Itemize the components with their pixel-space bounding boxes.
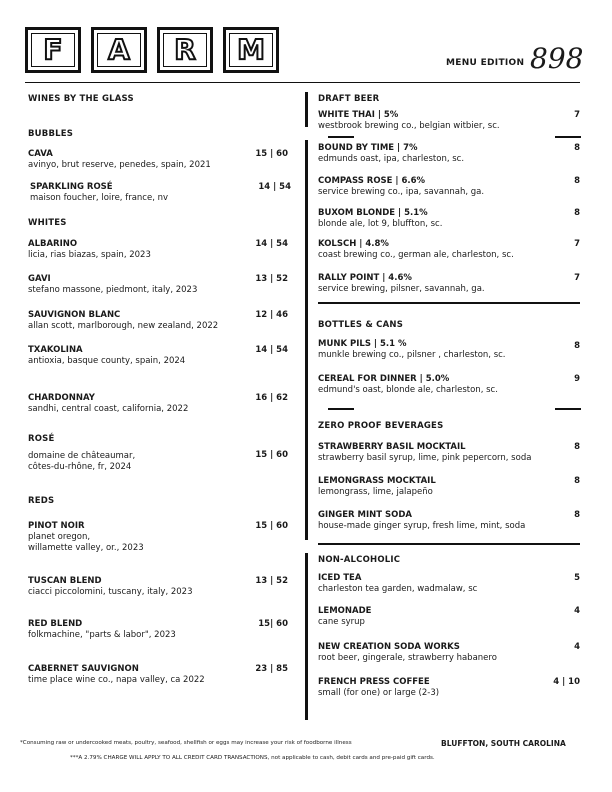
food-safety-disclaimer: *Consuming raw or undercooked meats, poultry, seafood, shellfish or eggs may increase your risk of foodborne illness (20, 740, 352, 746)
beer-item (318, 110, 500, 132)
wine-desc: willamette valley, or., 2023 (28, 543, 144, 553)
wine-name: SAUVIGNON BLANC (28, 310, 121, 320)
beer-name: COMPASS ROSE | 6.6% (318, 176, 426, 186)
wine-price: 15 | 60 (255, 149, 288, 159)
wines-title: WINES BY THE GLASS (28, 94, 134, 104)
wine-desc: avinyo, brut reserve, penedes, spain, 2021 (28, 160, 211, 170)
beverage-desc: small (for one) or large (2-3) (318, 688, 440, 698)
section-rule (318, 302, 580, 304)
draft-title: DRAFT BEER (318, 94, 380, 104)
bottles-title: BOTTLES & CANS (318, 320, 404, 330)
wine-name: SPARKLING ROSÉ (30, 182, 113, 192)
logo-letter: A (108, 33, 130, 66)
beer-desc: coast brewing co., german ale, charleston, sc. (318, 250, 514, 260)
wine-item (28, 619, 176, 641)
wine-desc: ciacci piccolomini, tuscany, italy, 2023 (28, 587, 193, 597)
wine-desc: côtes-du-rhône, fr, 2024 (28, 462, 132, 472)
beverage-price: 5 (574, 573, 580, 583)
beer-item (318, 208, 442, 230)
wine-item (28, 149, 211, 171)
logo-tile-a (91, 27, 147, 73)
beer-desc: edmunds oast, ipa, charleston, sc. (318, 154, 465, 164)
beverage-price: 8 (574, 510, 580, 520)
beverage-item (318, 677, 439, 699)
beer-desc: blonde ale, lot 9, bluffton, sc. (318, 219, 443, 229)
bubbles-title: BUBBLES (28, 129, 74, 139)
item-rule (328, 136, 354, 138)
beverage-name: FRENCH PRESS COFFEE (318, 677, 430, 687)
whites-title: WHITES (28, 218, 67, 228)
wine-price: 13 | 52 (255, 576, 288, 586)
wine-price: 23 | 85 (255, 664, 288, 674)
rose-title: ROSÉ (28, 434, 55, 444)
beer-item (318, 176, 484, 198)
edition-number: 898 (530, 42, 584, 75)
wine-desc: folkmachine, "parts & labor", 2023 (28, 630, 176, 640)
beverage-item (318, 642, 497, 664)
wine-desc: maison foucher, loire, france, nv (30, 193, 169, 203)
beer-price: 7 (574, 110, 580, 120)
beverage-desc: strawberry basil syrup, lime, pink pepercorn, soda (318, 453, 532, 463)
beverage-item (318, 476, 436, 498)
wine-price: 16 | 62 (255, 393, 288, 403)
wine-item (30, 182, 168, 204)
wine-price: 14 | 54 (255, 345, 288, 355)
wine-name: PINOT NOIR (28, 521, 85, 531)
wine-item (28, 451, 135, 473)
zero-proof-title: ZERO PROOF BEVERAGES (318, 421, 444, 431)
column-divider (305, 553, 308, 720)
wine-desc: antioxia, basque county, spain, 2024 (28, 356, 186, 366)
beer-name: BUXOM BLONDE | 5.1% (318, 208, 428, 218)
beer-price: 7 (574, 239, 580, 249)
item-rule (555, 136, 581, 138)
wine-item (28, 393, 188, 415)
wine-name: TUSCAN BLEND (28, 576, 102, 586)
beer-item (318, 273, 485, 295)
beer-name: KOLSCH | 4.8% (318, 239, 389, 249)
beer-price: 7 (574, 273, 580, 283)
beverage-name: LEMONGRASS MOCKTAIL (318, 476, 436, 486)
beer-price: 8 (574, 176, 580, 186)
header-rule (25, 82, 580, 83)
wine-name: ALBARINO (28, 239, 78, 249)
beer-name: RALLY POINT | 4.6% (318, 273, 412, 283)
beer-name: CEREAL FOR DINNER | 5.0% (318, 374, 450, 384)
beer-desc: westbrook brewing co., belgian witbier, sc. (318, 121, 500, 131)
wine-desc: sandhi, central coast, california, 2022 (28, 404, 189, 414)
beer-name: BOUND BY TIME | 7% (318, 143, 418, 153)
wine-price: 14 | 54 (255, 239, 288, 249)
wine-desc: licia, rias biazas, spain, 2023 (28, 250, 151, 260)
item-rule (555, 408, 581, 410)
wine-item (28, 239, 151, 261)
beverage-name: NEW CREATION SODA WORKS (318, 642, 460, 652)
wine-name: CABERNET SAUVIGNON (28, 664, 139, 674)
item-rule (328, 408, 354, 410)
logo-letter: F (43, 33, 63, 66)
wine-desc: stefano massone, piedmont, italy, 2023 (28, 285, 198, 295)
wine-desc: time place wine co., napa valley, ca 2022 (28, 675, 205, 685)
beverage-desc: house-made ginger syrup, fresh lime, mint, soda (318, 521, 526, 531)
wine-item (28, 274, 197, 296)
section-rule (318, 543, 580, 545)
logo-tile-r (157, 27, 213, 73)
location: BLUFFTON, SOUTH CAROLINA (441, 739, 566, 748)
wine-item (28, 345, 185, 367)
non-alcoholic-title: NON-ALCOHOLIC (318, 555, 401, 565)
wine-item (28, 576, 193, 598)
beer-desc: edmund's oast, blonde ale, charleston, sc. (318, 385, 498, 395)
wine-item (28, 521, 144, 554)
wine-item (28, 310, 218, 332)
beverage-desc: cane syrup (318, 617, 365, 627)
wine-desc: allan scott, marlborough, new zealand, 2022 (28, 321, 219, 331)
beverage-desc: charleston tea garden, wadmalaw, sc (318, 584, 478, 594)
beer-desc: service brewing, pilsner, savannah, ga. (318, 284, 485, 294)
beverage-price: 4 (574, 642, 580, 652)
beer-price: 9 (574, 374, 580, 384)
logo-letter: R (174, 33, 196, 66)
beverage-price: 4 | 10 (553, 677, 580, 687)
wine-name: CAVA (28, 149, 53, 159)
beverage-item (318, 573, 477, 595)
wine-price: 14 | 54 (258, 182, 291, 192)
beverage-price: 4 (574, 606, 580, 616)
wine-name: GAVI (28, 274, 51, 284)
beverage-name: STRAWBERRY BASIL MOCKTAIL (318, 442, 466, 452)
beverage-name: LEMONADE (318, 606, 372, 616)
beverage-name: GINGER MINT SODA (318, 510, 413, 520)
beverage-desc: root beer, gingerale, strawberry habanero (318, 653, 497, 663)
wine-price: 15 | 60 (255, 450, 288, 460)
beer-price: 8 (574, 143, 580, 153)
beer-desc: service brewing co., ipa, savannah, ga. (318, 187, 485, 197)
wine-price: 13 | 52 (255, 274, 288, 284)
wine-name: TXAKOLINA (28, 345, 83, 355)
wine-desc: domaine de châteaumar, (28, 451, 136, 461)
beverage-price: 8 (574, 476, 580, 486)
beer-name: MUNK PILS | 5.1 % (318, 339, 407, 349)
beer-item (318, 339, 506, 361)
beer-item (318, 239, 514, 261)
wine-item (28, 664, 205, 686)
logo-letter: M (237, 33, 265, 66)
beverage-item (318, 606, 371, 628)
beverage-item (318, 442, 531, 464)
logo-tile-m (223, 27, 279, 73)
logo-tile-f (25, 27, 81, 73)
edition-label: MENU EDITION (446, 58, 525, 68)
wine-price: 15 | 60 (255, 521, 288, 531)
reds-title: REDS (28, 496, 55, 506)
beverage-item (318, 510, 525, 532)
beverage-name: ICED TEA (318, 573, 362, 583)
beverage-desc: lemongrass, lime, jalapeño (318, 487, 433, 497)
wine-desc: planet oregon, (28, 532, 91, 542)
wine-price: 15| 60 (258, 619, 288, 629)
card-surcharge-note: ***A 2.79% CHARGE WILL APPLY TO ALL CREDIT CARD TRANSACTIONS, not applicable to cash, debit cards and pre-paid gift cards. (70, 755, 435, 761)
wine-name: RED BLEND (28, 619, 83, 629)
column-divider (305, 140, 308, 540)
column-divider (305, 92, 308, 127)
beer-price: 8 (574, 341, 580, 351)
wine-price: 12 | 46 (255, 310, 288, 320)
beverage-price: 8 (574, 442, 580, 452)
beer-price: 8 (574, 208, 580, 218)
wine-name: CHARDONNAY (28, 393, 95, 403)
beer-desc: munkle brewing co., pilsner , charleston, sc. (318, 350, 506, 360)
beer-item (318, 143, 464, 165)
beer-item (318, 374, 498, 396)
beer-name: WHITE THAI | 5% (318, 110, 399, 120)
